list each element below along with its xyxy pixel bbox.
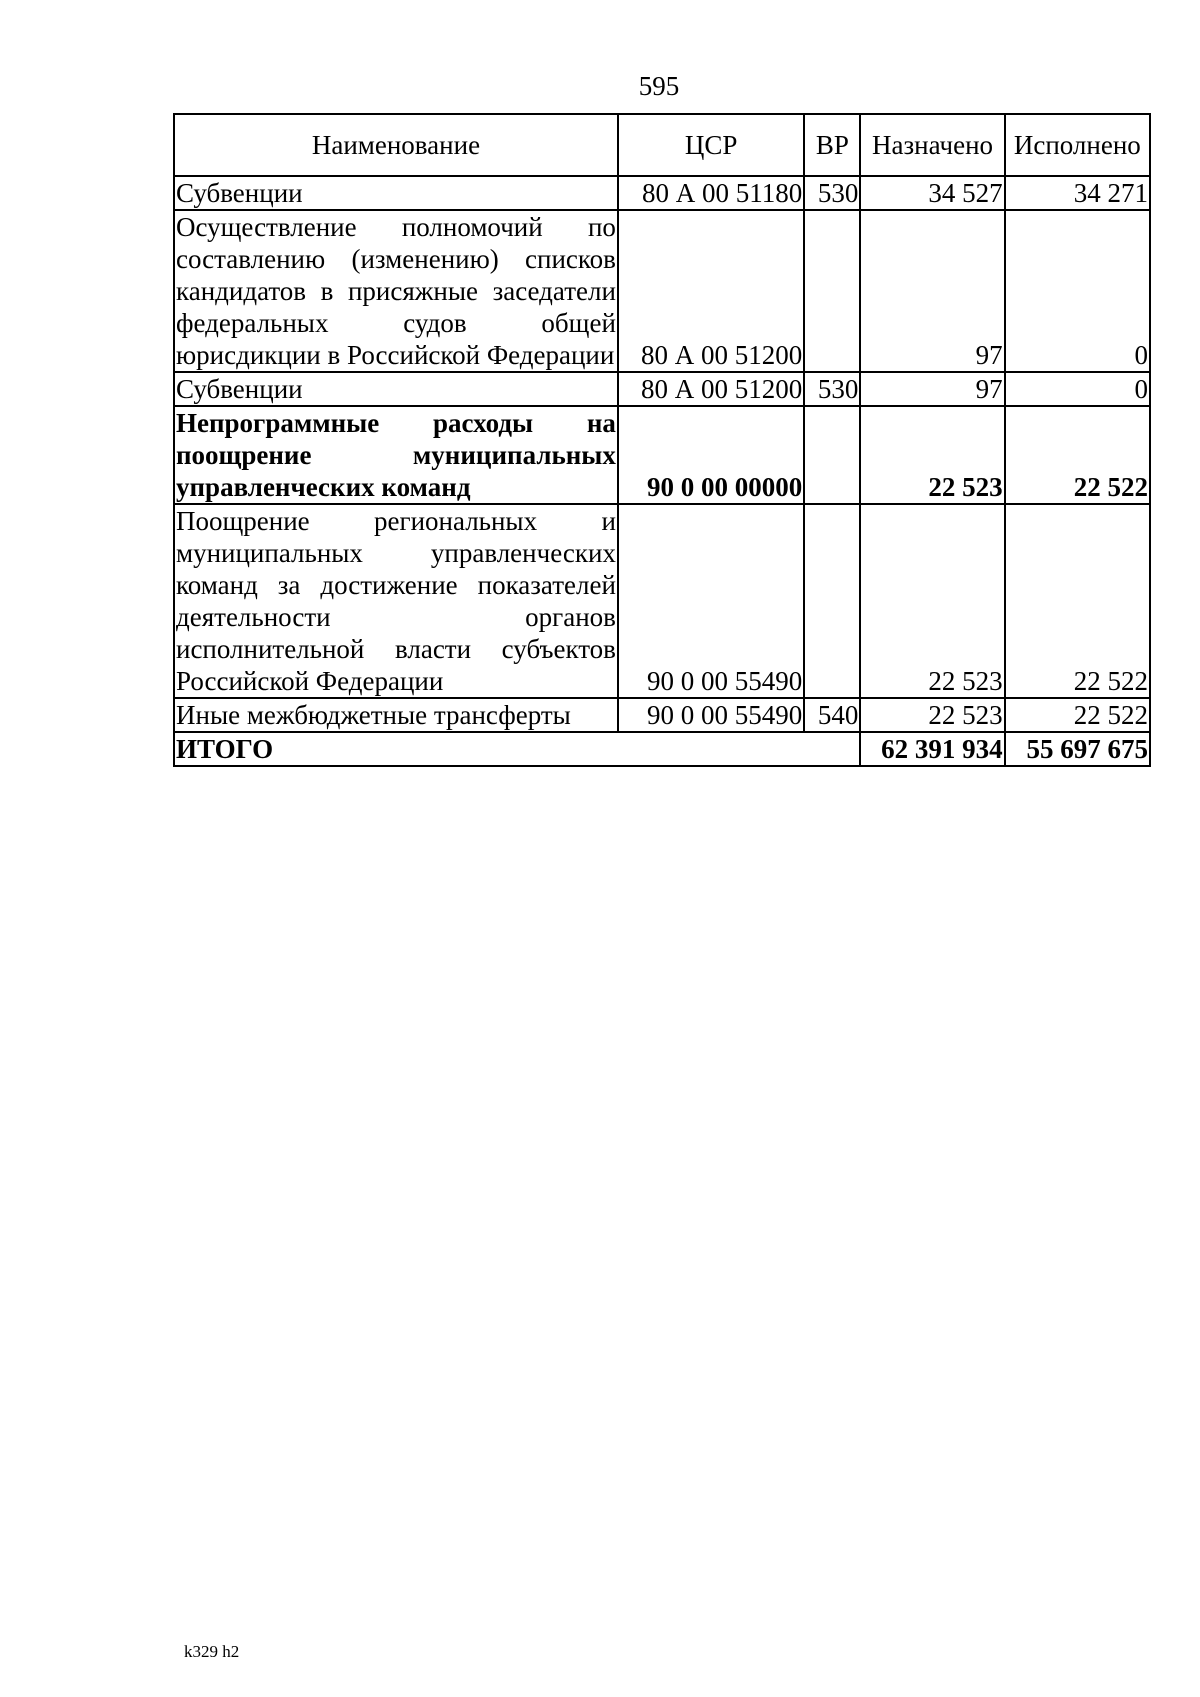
row-vr: 530 [804,372,860,406]
row-vr: 540 [804,698,860,732]
row-name: Субвенции [174,372,618,406]
total-label: ИТОГО [174,732,860,766]
row-csr: 80 А 00 51200 [618,372,804,406]
header-name: Наименование [174,114,618,176]
row-name: Осуществление полномочий по составлению (изменению) списков кандидатов в присяжные заседатели федеральных судов общей юрисдикции в Российской Федерации [176,212,616,370]
row-name: Непрограммные расходы на поощрение муниципальных управленческих команд [176,408,616,502]
row-planned: 22 523 [860,406,1004,504]
page-number: 595 [638,71,680,101]
header-executed: Исполнено [1005,114,1150,176]
row-name: Поощрение региональных и муниципальных управленческих команд за достижение показателей деятельности органов исполнительной власти субъектов Российской Федерации [176,506,616,696]
row-executed: 0 [1005,210,1150,372]
total-executed: 55 697 675 [1005,732,1150,766]
header-csr: ЦСР [618,114,804,176]
row-csr: 80 А 00 51200 [618,210,804,372]
table-row [174,406,1150,504]
table-header-row [174,114,1150,176]
row-csr: 90 0 00 00000 [618,406,804,504]
table-row [174,210,1150,372]
row-csr: 90 0 00 55490 [618,504,804,698]
row-planned: 22 523 [860,698,1004,732]
row-planned: 97 [860,372,1004,406]
row-vr [804,210,860,372]
table-row [174,372,1150,406]
table-row [174,698,1150,732]
row-planned: 34 527 [860,176,1004,210]
total-planned: 62 391 934 [860,732,1004,766]
table-row [174,176,1150,210]
row-name: Субвенции [174,176,618,210]
header-vr: ВР [804,114,860,176]
row-executed: 22 522 [1005,406,1150,504]
row-executed: 22 522 [1005,504,1150,698]
total-row [174,732,1150,766]
footer-code: k329 h2 [184,1642,240,1661]
row-executed: 22 522 [1005,698,1150,732]
row-csr: 80 А 00 51180 [618,176,804,210]
budget-table [173,113,1151,767]
row-planned: 97 [860,210,1004,372]
row-planned: 22 523 [860,504,1004,698]
row-vr [804,406,860,504]
header-planned: Назначено [860,114,1004,176]
row-vr: 530 [804,176,860,210]
table-row [174,504,1150,698]
row-csr: 90 0 00 55490 [618,698,804,732]
row-vr [804,504,860,698]
row-name: Иные межбюджетные трансферты [174,698,618,732]
row-executed: 0 [1005,372,1150,406]
row-executed: 34 271 [1005,176,1150,210]
